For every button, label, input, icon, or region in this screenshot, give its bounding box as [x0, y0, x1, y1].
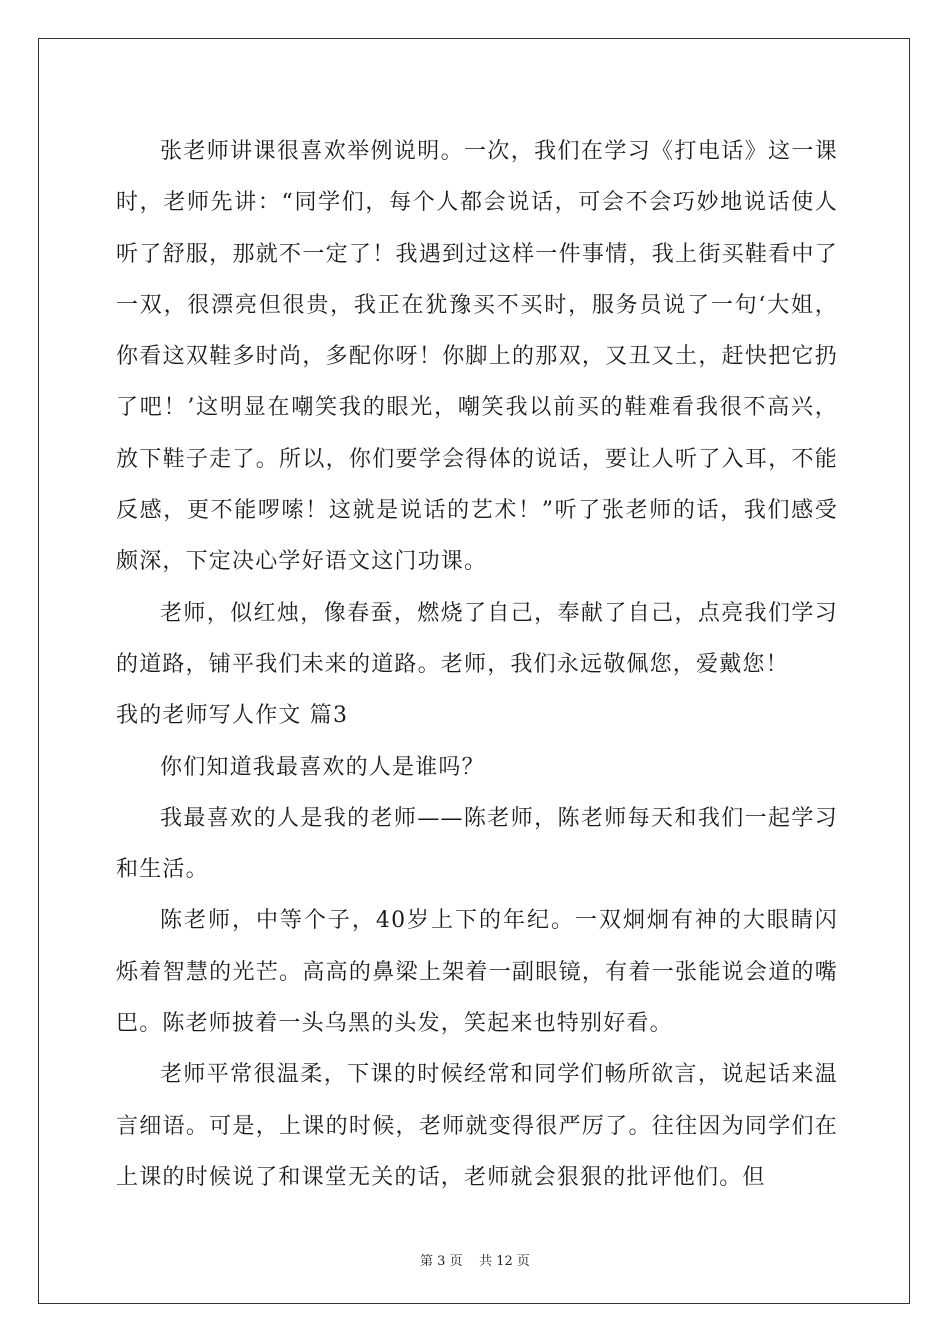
paragraph: 我最喜欢的人是我的老师——陈老师，陈老师每天和我们一起学习和生活。 [116, 805, 838, 883]
page-number: 第 3 页 [420, 1254, 463, 1269]
document-body [116, 126, 838, 1203]
page-total: 共 12 页 [479, 1254, 530, 1269]
paragraph: 老师，似红烛，像春蚕，燃烧了自己，奉献了自己，点亮我们学习的道路，铺平我们未来的道路。老师，我们永远敬佩您，爱戴您！ [116, 600, 838, 677]
paragraph: 你们知道我最喜欢的人是谁吗？ [160, 754, 485, 780]
section-title: 我的老师写人作文 篇3 [116, 703, 349, 729]
paragraph: 张老师讲课很喜欢举例说明。一次，我们在学习《打电话》这一课时，老师先讲：“同学们，每个人都会说话，可会不会巧妙地说话使人听了舒服，那就不一定了！我遇到过这样一件事情，我上街买鞋看中了一双，很漂亮但很贵，我正在犹豫买不买时，服务员说了一句‘大姐，你看这双鞋多时尚，多配你呀！你脚上的那双，又丑又土，赶快把它扔了吧！’这明显在嘲笑我的眼光，嘲笑我以前买的鞋难看我很不高兴，放下鞋子走了。所以，你们要学会得体的说话，要让人听了入耳，不能反感，更不能啰嗦！这就是说话的艺术！”听了张老师的话，我们感受颇深，下定决心学好语文这门功课。 [116, 139, 838, 575]
page-footer [0, 1250, 950, 1269]
paragraph: 陈老师，中等个子，40岁上下的年纪。一双炯炯有神的大眼睛闪烁着智慧的光芒。高高的鼻梁上架着一副眼镜，有着一张能说会道的嘴巴。陈老师披着一头乌黑的头发，笑起来也特别好看。 [116, 908, 838, 1037]
paragraph: 老师平常很温柔，下课的时候经常和同学们畅所欲言，说起话来温言细语。可是，上课的时候，老师就变得很严厉了。往往因为同学们在上课的时候说了和课堂无关的话，老师就会狠狠的批评他们。但 [116, 1062, 838, 1190]
